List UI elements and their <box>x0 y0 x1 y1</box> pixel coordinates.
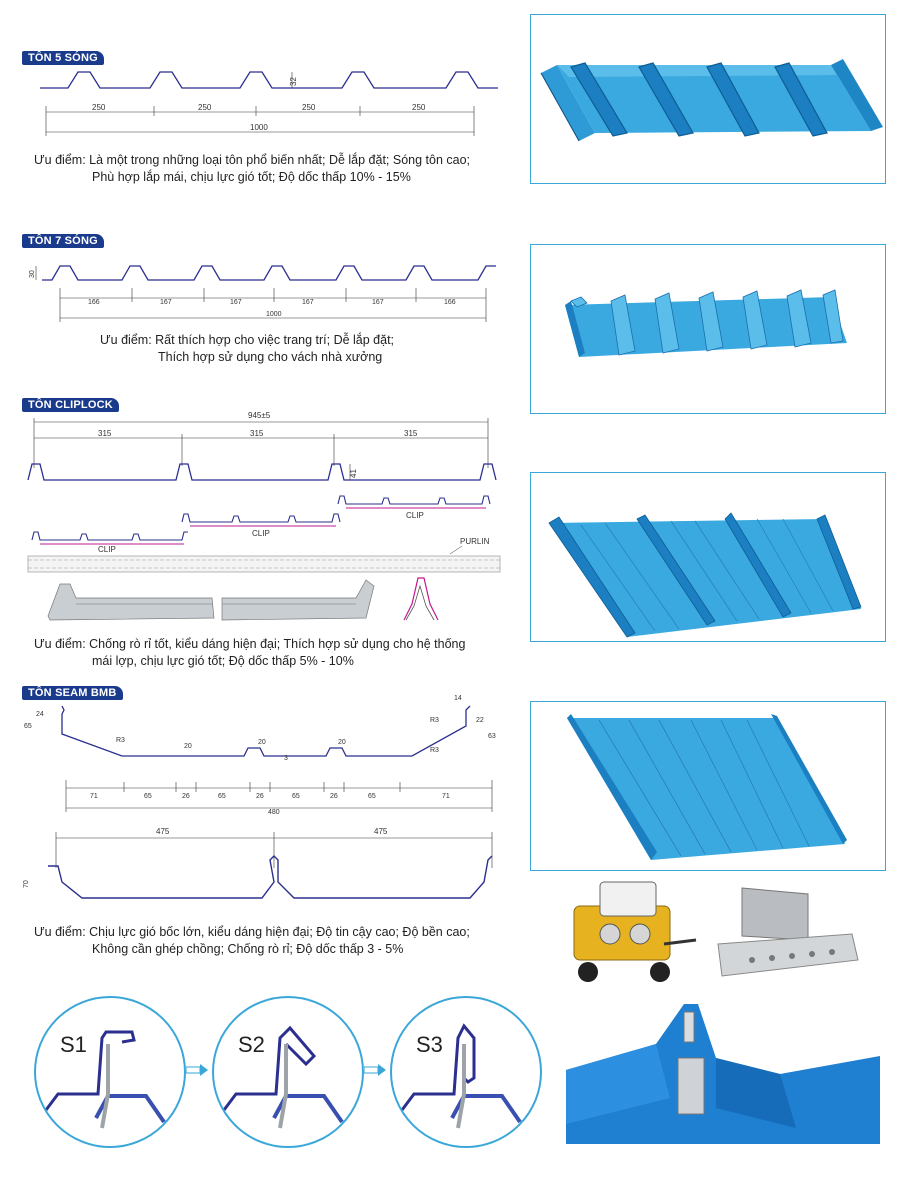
section-tag-seam-bmb: TÔN SEAM BMB <box>22 686 123 700</box>
adv-line-2: Thích hợp sử dụng cho vách nhà xưởng <box>158 350 383 364</box>
clip-label-1: CLIP <box>406 511 424 520</box>
advantages-5-song <box>34 152 470 186</box>
bottom-dim-2: 65 <box>144 793 152 800</box>
dim-3: 3 <box>284 755 288 762</box>
dim-14: 14 <box>454 695 462 702</box>
step-label-s3: S3 <box>416 1032 443 1057</box>
dim-5: 167 <box>372 299 384 306</box>
dim-2: 167 <box>160 299 172 306</box>
profile-7-song-diagram <box>26 256 500 324</box>
profile-5-song-diagram <box>30 66 500 140</box>
panel-dim-1: 475 <box>156 827 170 836</box>
dim-4: 250 <box>412 103 426 112</box>
adv-line-2: Phù hợp lắp mái, chịu lực gió tốt; Độ dốc thấp 10% - 15% <box>92 170 411 184</box>
bottom-dim-8: 65 <box>368 793 376 800</box>
adv-line-2: Không cần ghép chồng; Chống rò rỉ; Độ dốc thấp 3 - 5% <box>92 942 404 956</box>
height-label <box>289 77 298 86</box>
section-tag-5-song: TÔN 5 SÓNG <box>22 51 104 65</box>
clip-label-2: CLIP <box>252 529 270 538</box>
dim-r3-b: R3 <box>430 717 439 724</box>
seaming-machine-image <box>560 876 700 988</box>
dim-r3-c: R3 <box>430 747 439 754</box>
adv-line-1: Chịu lực gió bốc lớn, kiểu dáng hiện đại; Độ tin cậy cao; Độ bền cao; <box>89 925 470 939</box>
dim-24: 24 <box>36 711 44 718</box>
bottom-dim-7: 26 <box>330 793 338 800</box>
dim-1: 166 <box>88 299 100 306</box>
panel-dim-2: 475 <box>374 827 388 836</box>
dim-3: 250 <box>302 103 316 112</box>
dim-r3-a: R3 <box>116 737 125 744</box>
total-dim: 945±5 <box>248 411 271 420</box>
total-dim: 1000 <box>250 123 268 132</box>
height-text: 32 <box>289 77 298 86</box>
clip-section-detail <box>404 578 438 620</box>
adv-line-1: Là một trong những loại tôn phổ biến nhất; Dễ lắp đặt; Sóng tôn cao; <box>89 153 471 167</box>
advantages-seam-bmb <box>34 924 470 958</box>
dim-22: 22 <box>476 717 484 724</box>
corrugated-sheet-7-song <box>531 245 885 413</box>
total-dim: 1000 <box>266 311 282 318</box>
arrow-icon <box>364 1064 386 1076</box>
section-tag-cliplock: TÔN CLIPLOCK <box>22 398 119 412</box>
corrugated-sheet-5-song <box>531 15 885 183</box>
corrugated-sheet-seam-bmb <box>531 702 885 870</box>
bottom-dim-1: 71 <box>90 793 98 800</box>
dim-4: 167 <box>302 299 314 306</box>
adv-label: Ưu điểm: <box>100 333 152 347</box>
seam-step-3-diagram <box>392 998 540 1146</box>
purlin-label: PURLIN <box>460 537 490 546</box>
dim-1: 315 <box>98 429 112 438</box>
advantages-7-song <box>100 332 394 366</box>
photo-5-song <box>530 14 886 184</box>
step-label-s2: S2 <box>238 1032 265 1057</box>
adv-label: Ưu điểm: <box>34 637 86 651</box>
step-circle-s2 <box>212 996 364 1148</box>
photo-cliplock <box>530 472 886 642</box>
adv-line-1: Chống rò rỉ tốt, kiểu dáng hiện đại; Thích hợp sử dụng cho hệ thống <box>89 637 466 651</box>
bottom-dim-4: 65 <box>218 793 226 800</box>
dim-20-b: 20 <box>258 739 266 746</box>
dim-2: 250 <box>198 103 212 112</box>
photo-seam-bmb <box>530 701 886 871</box>
dim-20-c: 20 <box>338 739 346 746</box>
adv-label: Ưu điểm: <box>34 153 86 167</box>
bottom-dim-3: 26 <box>182 793 190 800</box>
dim-20-a: 20 <box>184 743 192 750</box>
step-circle-s1 <box>34 996 186 1148</box>
height-text: 41 <box>349 469 358 478</box>
adv-line-2: mái lợp, chịu lực gió tốt; Độ dốc thấp 5% - 10% <box>92 654 354 668</box>
step-label-s1: S1 <box>60 1032 87 1057</box>
dim-63: 63 <box>488 733 496 740</box>
seam-clip-image <box>712 880 862 988</box>
arrow-icon <box>186 1064 208 1076</box>
dim-3: 167 <box>230 299 242 306</box>
seam-installation-image <box>566 998 880 1144</box>
corrugated-sheet-cliplock <box>531 473 885 641</box>
bottom-dim-5: 26 <box>256 793 264 800</box>
seam-step-2-diagram <box>214 998 362 1146</box>
dim-65: 65 <box>24 723 32 730</box>
bottom-dim-6: 65 <box>292 793 300 800</box>
profile-seam-bmb-diagram <box>18 692 504 906</box>
profile-cliplock-diagram <box>26 408 506 628</box>
bottom-dim-9: 71 <box>442 793 450 800</box>
height-text: 30 <box>29 270 36 278</box>
clip-label-3: CLIP <box>98 545 116 554</box>
advantages-cliplock <box>34 636 465 670</box>
dim-1: 250 <box>92 103 106 112</box>
panel-height: 70 <box>23 880 30 888</box>
adv-line-1: Rất thích hợp cho việc trang trí; Dễ lắp đặt; <box>155 333 395 347</box>
section-tag-7-song: TÔN 7 SÓNG <box>22 234 104 248</box>
seam-step-1-diagram <box>36 998 184 1146</box>
dim-2: 315 <box>250 429 264 438</box>
adv-label: Ưu điểm: <box>34 925 86 939</box>
clip-hardware-image <box>48 580 374 620</box>
dim-3: 315 <box>404 429 418 438</box>
photo-7-song <box>530 244 886 414</box>
total-dim: 480 <box>268 809 280 816</box>
dim-6: 166 <box>444 299 456 306</box>
step-circle-s3 <box>390 996 542 1148</box>
